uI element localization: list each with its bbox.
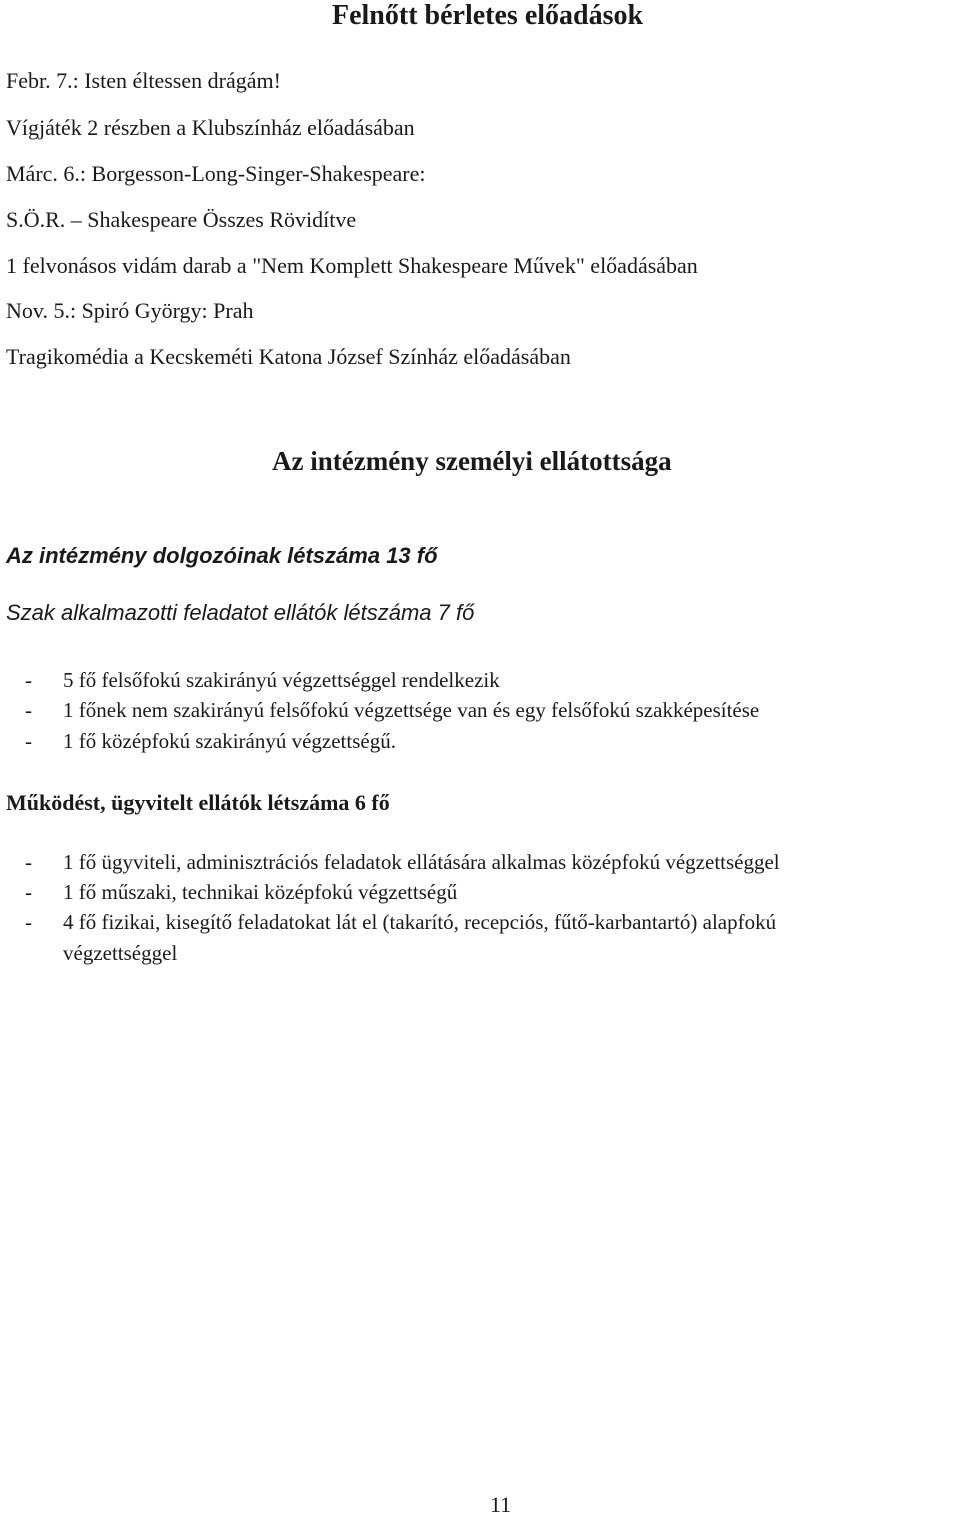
list-dash: - — [25, 910, 32, 934]
list-item — [25, 910, 776, 935]
list-dash: - — [25, 698, 32, 722]
list-item — [25, 880, 457, 905]
section-title-performances: Felnőtt bérletes előadások — [332, 0, 644, 31]
operations-total-heading: Működést, ügyvitelt ellátók létszáma 6 fő — [6, 790, 390, 815]
list-item — [25, 729, 396, 754]
page-number: 11 — [490, 1492, 512, 1517]
section-title-staffing: Az intézmény személyi ellátottsága — [272, 446, 672, 476]
list-item-text: 1 fő középfokú szakirányú végzettségű. — [63, 729, 396, 753]
list-item-text: 4 fő fizikai, kisegítő feladatokat lát el (takarító, recepciós, fűtő-karbantartó) alapfokú — [63, 910, 777, 934]
professional-total-heading: Szak alkalmazotti feladatot ellátók létszáma 7 fő — [6, 600, 475, 625]
list-item — [25, 850, 780, 875]
performance-line: Márc. 6.: Borgesson-Long-Singer-Shakespeare: — [6, 161, 426, 186]
performance-line: Vígjáték 2 részben a Klubszínház előadásában — [6, 115, 415, 140]
list-item-text: 5 fő felsőfokú szakirányú végzettséggel rendelkezik — [63, 668, 500, 692]
performance-line: Tragikomédia a Kecskeméti Katona József Színház előadásában — [6, 344, 571, 369]
list-dash: - — [25, 729, 32, 753]
performance-line: Nov. 5.: Spiró György: Prah — [6, 298, 254, 323]
performance-line: Febr. 7.: Isten éltessen drágám! — [6, 68, 281, 93]
list-item — [25, 698, 759, 723]
list-item — [25, 668, 500, 693]
list-dash: - — [25, 850, 32, 874]
list-item-continuation: végzettséggel — [63, 941, 178, 965]
list-item-text: 1 főnek nem szakirányú felsőfokú végzettsége van és egy felsőfokú szakképesítése — [63, 698, 760, 722]
list-item-text: 1 fő ügyviteli, adminisztrációs feladatok ellátására alkalmas középfokú végzettséggel — [63, 850, 780, 874]
staff-total-heading: Az intézmény dolgozóinak létszáma 13 fő — [6, 543, 438, 568]
list-dash: - — [25, 880, 32, 904]
performance-line: S.Ö.R. – Shakespeare Összes Rövidítve — [6, 207, 357, 232]
list-dash: - — [25, 668, 32, 692]
list-item-text: 1 fő műszaki, technikai középfokú végzettségű — [63, 880, 458, 904]
performance-line: 1 felvonásos vidám darab a "Nem Komplett Shakespeare Művek" előadásában — [6, 253, 698, 278]
